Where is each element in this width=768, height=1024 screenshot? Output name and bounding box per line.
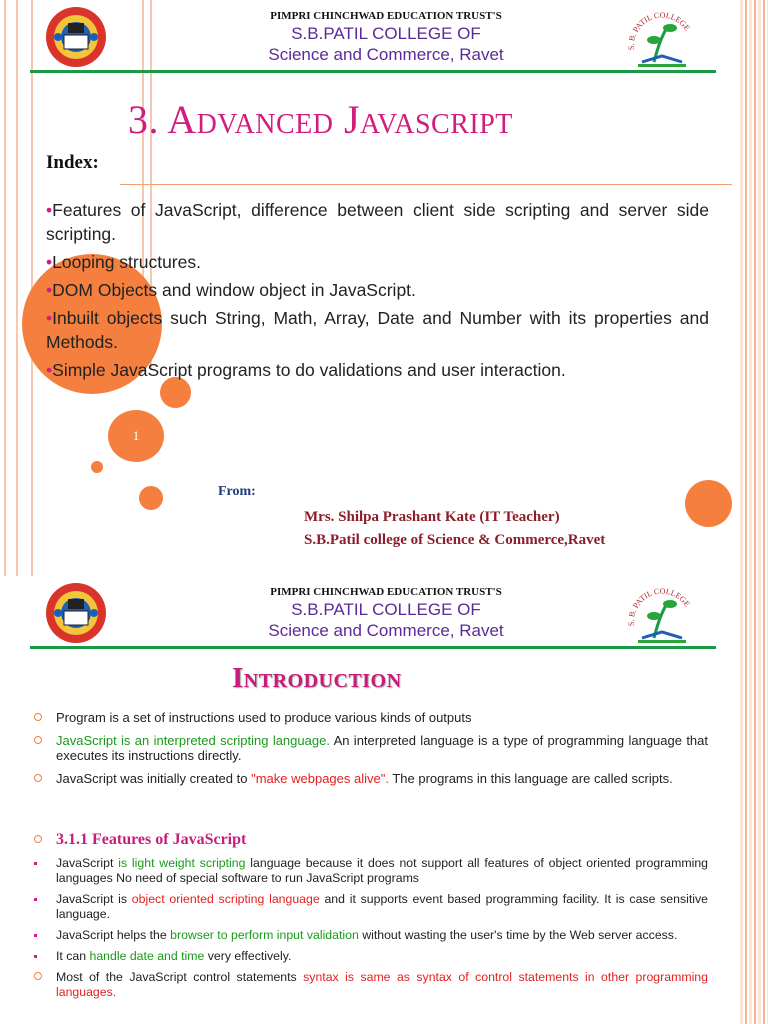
header-college-line1: S.B.PATIL COLLEGE OF <box>291 600 481 619</box>
decor-circle <box>685 480 732 527</box>
header-trust-name: PIMPRI CHINCHWAD EDUCATION TRUST'S <box>270 10 502 22</box>
list-item: •Simple JavaScript programs to do validations and user interaction. <box>46 360 566 380</box>
bullet-square-icon <box>34 898 37 901</box>
college-logo <box>624 586 700 648</box>
author-block <box>304 506 605 552</box>
index-divider <box>120 184 732 185</box>
author-college: S.B.Patil college of Science & Commerce,Ravet <box>304 532 606 548</box>
header-divider <box>30 646 716 649</box>
index-bullet-list <box>46 198 709 386</box>
list-item: •DOM Objects and window object in JavaScript. <box>46 280 416 300</box>
decor-line <box>4 0 6 576</box>
list-item: JavaScript is light weight scripting language because it does not support all features of object oriented programming languages No need of special software to run JavaScript programs <box>34 856 708 886</box>
intro-list <box>34 710 708 794</box>
bullet-ring-icon <box>34 972 42 980</box>
bullet-square-icon <box>34 862 37 865</box>
list-item: •Features of JavaScript, difference between client side scripting and server side scripting. <box>46 200 709 244</box>
list-item: JavaScript was initially created to "make webpages alive". The programs in this language are called scripts. <box>34 771 708 786</box>
list-item: It can handle date and time very effectively. <box>34 949 708 964</box>
logo-arc-text: S. B. PATIL COLLEGE <box>626 10 692 51</box>
list-item: JavaScript is an interpreted scripting language. An interpreted language is a type of programming language that executes its instructions directly. <box>34 733 708 763</box>
decor-line <box>16 0 18 576</box>
header-divider <box>30 70 716 73</box>
list-item: •Looping structures. <box>46 252 201 272</box>
features-heading: 3.1.1 Features of JavaScript <box>34 831 246 849</box>
trust-emblem-logo <box>38 5 114 69</box>
header-college-line2: Science and Commerce, Ravet <box>268 45 504 64</box>
bullet-square-icon <box>34 934 37 937</box>
bullet-ring-icon <box>34 713 42 721</box>
page-number-badge: 1 <box>108 410 164 462</box>
features-list <box>34 856 708 1006</box>
list-item: JavaScript is object oriented scripting language and it supports event based programming facility. It is case sensitive language. <box>34 892 708 922</box>
bullet-ring-icon <box>34 835 42 843</box>
from-label: From: <box>218 484 256 499</box>
slide-title: Introduction <box>232 662 402 694</box>
list-item: JavaScript helps the browser to perform input validation without wasting the user's time by the Web server access. <box>34 928 708 943</box>
index-label: Index: <box>46 152 99 173</box>
decorative-stripes <box>740 0 768 576</box>
bullet-ring-icon <box>34 774 42 782</box>
bullet-ring-icon <box>34 736 42 744</box>
header-trust-name: PIMPRI CHINCHWAD EDUCATION TRUST'S <box>270 586 502 598</box>
slide-2 <box>0 576 768 1024</box>
list-item: Program is a set of instructions used to produce various kinds of outputs <box>34 710 708 725</box>
author-name: Mrs. Shilpa Prashant Kate (IT Teacher) <box>304 509 560 525</box>
trust-emblem-logo <box>38 581 114 645</box>
decor-circle <box>91 461 103 473</box>
list-item: •Inbuilt objects such String, Math, Array, Date and Number with its properties and Methods. <box>46 308 709 352</box>
decorative-stripes <box>740 576 768 1024</box>
header-college-line1: S.B.PATIL COLLEGE OF <box>291 24 481 43</box>
bullet-square-icon <box>34 955 37 958</box>
decor-circle <box>139 486 163 510</box>
slide-title: 3. Advanced Javascript <box>128 97 513 142</box>
college-logo <box>624 10 700 72</box>
header-college-line2: Science and Commerce, Ravet <box>268 621 504 640</box>
logo-arc-text: S. B. PATIL COLLEGE <box>626 586 692 627</box>
list-item: Most of the JavaScript control statements syntax is same as syntax of control statements in other programming languages. <box>34 970 708 1000</box>
